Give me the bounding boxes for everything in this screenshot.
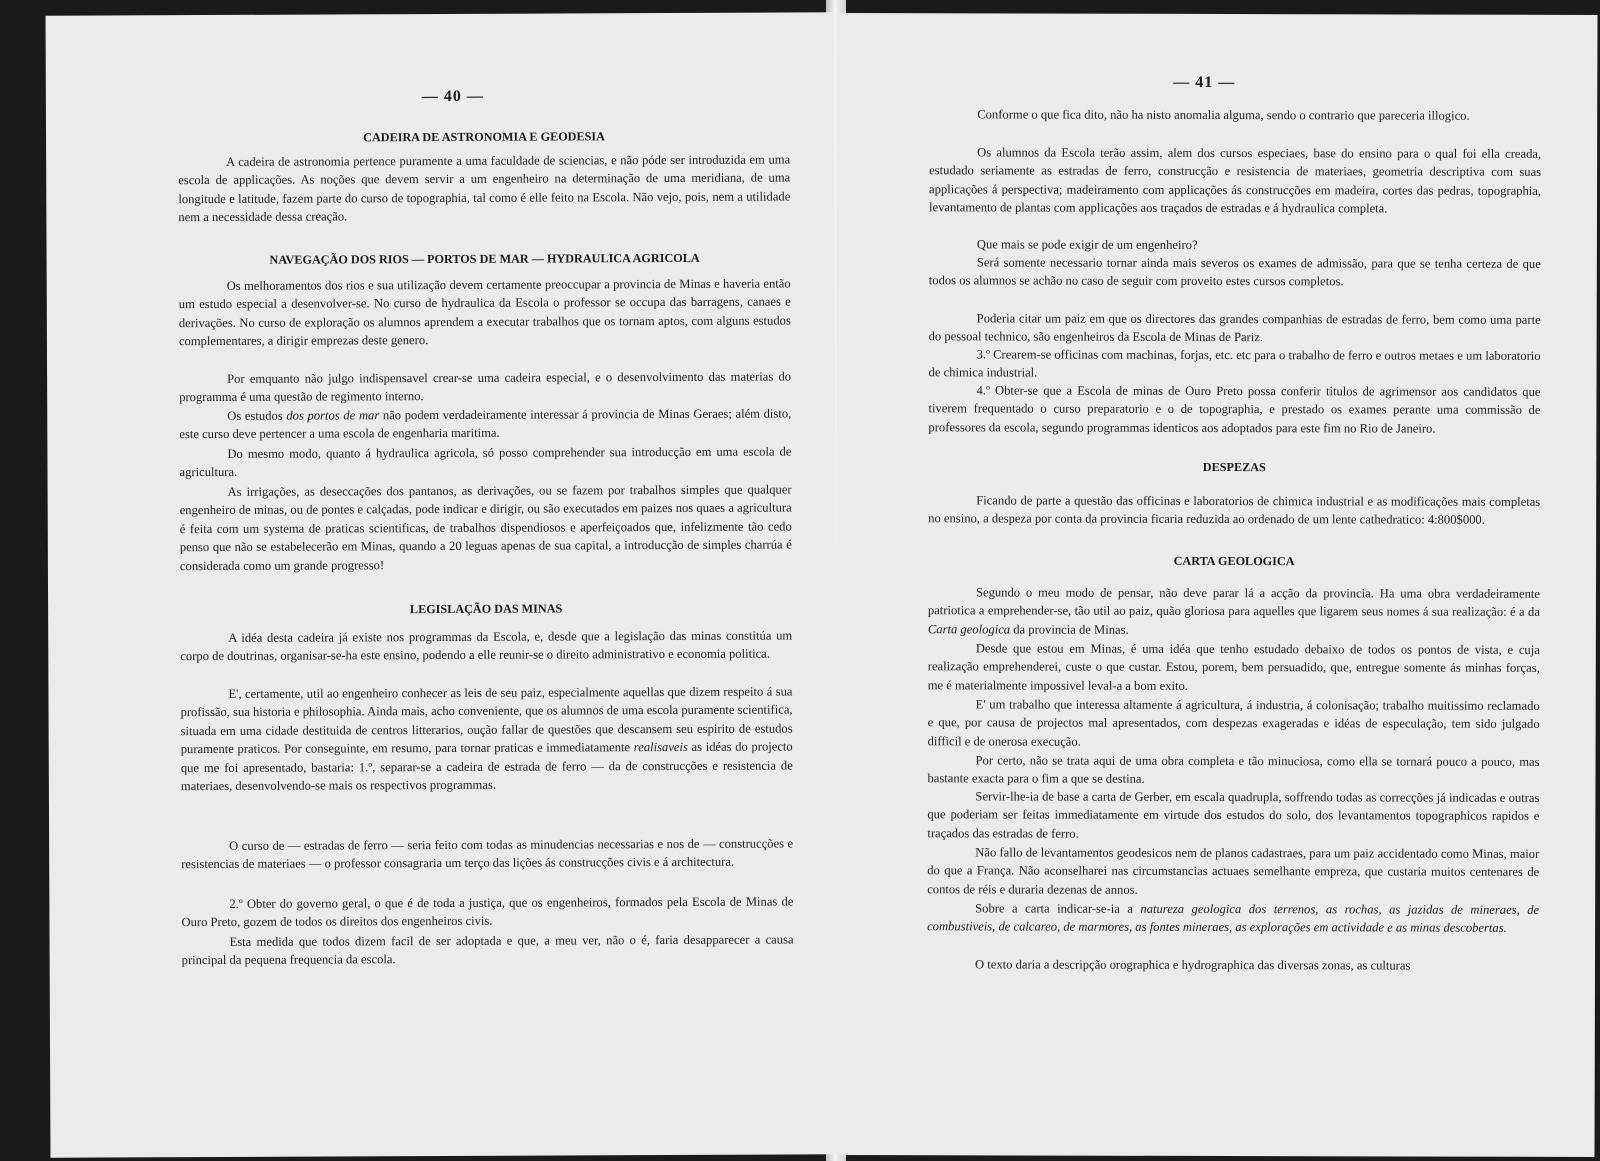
section-heading: LEGISLAÇÃO DAS MINAS	[409, 601, 563, 617]
paragraph: Que mais se pode exigir de um engenheiro?	[976, 237, 1198, 252]
right-page	[835, 13, 1598, 1157]
paragraph: E' um trabalho que interessa altamente á agricultura, á industria, á colonisação; trabalho muitissimo reclamado e que, por causa de projectos mal apresentados, com despezas exageradas e idéas de especulação, tem sido julgado difficil e de onerosa execução.	[927, 697, 1540, 749]
section-heading: CADEIRA DE ASTRONOMIA E GEODESIA	[363, 129, 605, 145]
paragraph: Os alumnos da Escola terão assim, alem dos cursos especiaes, base do ensino para o qual foi ella creada, estudado seriamente as estradas de ferro, construcção e resistencia de materiaes, geometria descriptiva com suas applicações á perspectiva; madeiramento com applicações ás construcções em madeira, cortes das pedras, topographia, levantamento de plantas com applicações aos traçados de estradas e á hydraulica completa.	[928, 145, 1542, 216]
paragraph: Sobre a carta indicar-se-ia a natureza geologica dos terrenos, as rochas, as jazidas de mineraes, de combustiveis, de calcareo, de marmores, as fontes mineraes, as explorações em actividade e as minas descobertas.	[927, 901, 1540, 936]
paragraph: A cadeira de astronomia pertence puramente a uma faculdade de sciencias, e não póde ser introduzida em uma escola de applicações. As noções que devem servir a um engenheiro na determinação de uma meridiana, de uma longitude e latitude, fazem parte do curso de topographia, tal como é elle feito na Escola. Não vejo, pois, nem a utilidade nem a necessidade dessa creação.	[178, 152, 791, 225]
paragraph: O texto daria a descripção orographica e hydrographica das diversas zonas, as culturas	[974, 957, 1411, 973]
paragraph: Conforme o que fica dito, não ha nisto anomalia alguma, sendo o contrario que pareceria illogico.	[977, 107, 1470, 123]
paragraph: O curso de — estradas de ferro — seria feito com todas as minudencias necessarias e nos de — construcções e resistencias de materiaes — o professor consagraria um terço das lições ás construcções civis e á architectura.	[181, 836, 794, 872]
paragraph: 3.º Crearem-se officinas com machinas, forjas, etc. etc para o trabalho de ferro e outros metaes e um laboratorio de chimica industrial.	[928, 347, 1541, 380]
page-number: — 40 —	[421, 87, 484, 106]
paragraph: E', certamente, util ao engenheiro conhecer as leis de seu paiz, especialmente aquellas que dizem respeito á sua profissão, sua historia e philosophia. Ainda mais, acho conveniente, que os alumnos de uma escola puramente scientifica, situada em uma cidade destituida de centros litterarios, oução fallar de questões que descansem seu espirito de estudos puramente praticos. Por conseguinte, em resumo, para tornar praticas e immediatamente realisaveis as idéas do projecto que me foi apresentado, bastaria: 1.º, separar-se a cadeira de estrada de ferro — da de construcções e resistencia de materiaes, desenvolvendo-se mais os respectivos programmas.	[180, 684, 793, 794]
paragraph: Por emquanto não julgo indispensavel crear-se uma cadeira especial, e o desenvolvimento das materias do programma é uma questão de regimento interno.	[179, 369, 792, 405]
page-number: — 41 —	[1173, 73, 1236, 92]
paragraph: 4.º Obter-se que a Escola de minas de Ouro Preto possa conferir titulos de agrimensor aos candidatos que tiverem frequentado o curso preparatorio e o de topographia, e prestado os exames perante uma commissão de professores da escola, segundo programmas identicos aos adoptados para este fim no Rio de Janeiro.	[928, 383, 1541, 436]
paragraph: Servir-lhe-ia de base a carta de Gerber, em escala quadrupla, soffrendo todas as correcções já indicadas e outras que poderiam ser feitas immediatamente em virtude dos estudos do solo, dos levantamentos topographicos rapidos e traçados das estradas de ferro.	[927, 789, 1540, 841]
paragraph: Os estudos dos portos de mar não podem verdadeiramente interessar á provincia de Minas Geraes; além disto, este curso deve pertencer a uma escola de engenharia maritima.	[179, 406, 792, 442]
section-heading: CARTA GEOLOGICA	[1173, 553, 1295, 569]
paragraph: Poderia citar um paiz em que os directores das grandes companhias de estradas de ferro, bem como uma parte do pessoal technico, são engenheiros da Escola de Minas de Pariz.	[928, 311, 1541, 345]
paragraph: A idéa desta cadeira já existe nos programmas da Escola, e, desde que a legislação das minas constitúa um corpo de doutrinas, organisar-se-ha este ensino, podendo a elle reunir-se o direito administrativo e economia politica.	[180, 628, 793, 664]
section-heading: NAVEGAÇÃO DOS RIOS — PORTOS DE MAR — HYDRAULICA AGRICOLA	[269, 250, 700, 267]
paragraph: Por certo, não se trata aqui de uma obra completa e tão minuciosa, como ella se tornará pouco a pouco, mas bastante exacta para o fim a que se destina.	[927, 753, 1540, 787]
paragraph: As irrigações, as deseccações dos pantanos, as derivações, ou se fazem por trabalhos simples que qualquer engenheiro de minas, ou de pontes e calçadas, pode indicar e dirigir, ou são executados em paizes nos quaes a agricultura é feita com um systema de praticas scientificas, de trabalhos dispendiosos e aperfeiçoados que, infelizmente tão cedo penso que não se estabelecerão em Minas, quando a 20 leguas apenas de sua capital, a introducção de simples charrúa é considerada como um grande progresso!	[179, 482, 792, 573]
paragraph: Não fallo de levantamentos geodesicos nem de planos cadastraes, para um paiz accidentado como Minas, maior do que a França. Não aconselharei nas circumstancias actuaes semelhante empreza, que custaria muitos centenares de contos de réis e duraria dezenas de annos.	[927, 845, 1540, 897]
paragraph: Segundo o meu modo de pensar, não deve parar lá a acção da provincia. Ha uma obra verdadeiramente patriotica a emprehender-se, tão util ao paiz, quão gloriosa para aquelles que ligarem seus nomes á sua realização: é a da Carta geologica da provincia de Minas.	[927, 585, 1540, 637]
section-heading: DESPEZAS	[1202, 459, 1266, 475]
paragraph: Será somente necessario tornar ainda mais severos os exames de admissão, para que se tenha certeza de que todos os alumnos se achão no caso de seguir com proveito estes cursos completos.	[928, 255, 1541, 289]
paragraph: Esta medida que todos dizem facil de ser adoptada e que, a meu ver, não o é, faria desapparecer a causa principal da pequena frequencia da escola.	[181, 932, 794, 968]
paragraph: 2.º Obter do governo geral, o que é de toda a justiça, que os engenheiros, formados pela Escola de Minas de Ouro Preto, gozem de todos os direitos dos engenheiros civis.	[181, 894, 794, 930]
paragraph: Os melhoramentos dos rios e sua utilização devem certamente preoccupar a provincia de Minas e haveria então um estudo especial a desenvolver-se. No curso de hydraulica da Escola o professor se occupa das barragens, canaes e derivações. No curso de exploração os alumnos aprendem a executar trabalhos que os tornam aptos, com alguns estudos complementares, a dirigir emprezas deste genero.	[178, 276, 791, 349]
paragraph: Desde que estou em Minas, é uma idéa que tenho estudado debaixo de todos os pontos de vista, e cuja realização emprehenderei, custe o que custar. Estou, porem, bem persuadido, que, entregue somente ás minhas forças, me é materialmente impossivel leval-a a bom exito.	[927, 641, 1540, 693]
paragraph: Do mesmo modo, quanto á hydraulica agricola, só posso comprehender sua introducção em uma escola de agricultura.	[179, 444, 792, 480]
left-page	[46, 12, 839, 1157]
paragraph: Ficando de parte a questão das officinas e laboratorios de chimica industrial e as modificações mais completas no ensino, a despeza por conta da provincia ficaria reduzida ao ordenado de um lente cathedratico: 4:800$000.	[928, 493, 1541, 528]
